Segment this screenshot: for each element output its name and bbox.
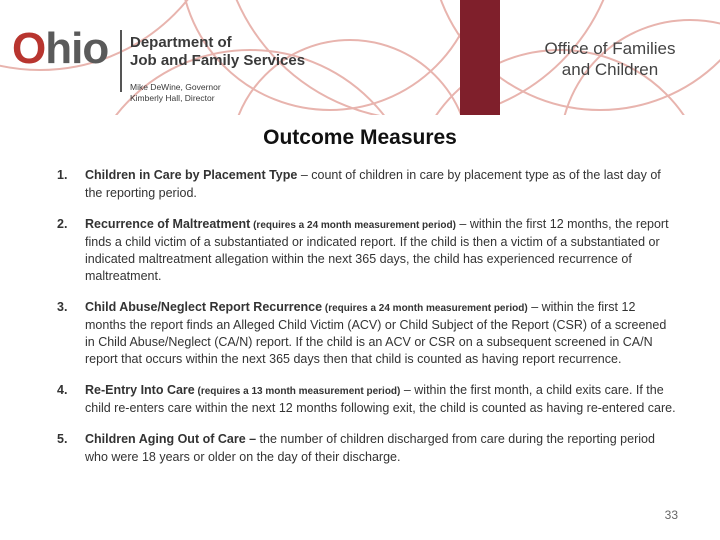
- item-note: (requires a 24 month measurement period): [250, 220, 456, 231]
- item-text: the number of children discharged from care during the reporting period who were 18 years or older on the day of their discharge.: [85, 432, 655, 464]
- red-band: [460, 0, 500, 115]
- item-heading: Children Aging Out of Care –: [85, 432, 257, 446]
- governor-line: Mike DeWine, Governor: [130, 82, 221, 92]
- list-item: [57, 299, 677, 368]
- item-text: – within the first month, a child exits care. If the child re-enters care within the next 12 months following exit, the child is counted as having re-entered care.: [85, 383, 676, 415]
- item-heading: Children in Care by Placement Type: [85, 168, 298, 182]
- office-name: Office of Families and Children: [544, 39, 676, 79]
- item-note: (requires a 24 month measurement period): [322, 303, 528, 314]
- officials: [130, 82, 221, 104]
- list-item: [57, 382, 677, 417]
- item-number: 2.: [57, 217, 68, 231]
- measures-list: [57, 167, 677, 480]
- item-text: – within the first 12 months, the report finds a child victim of a substantiated or indicated report. If the child is then a victim of a substantiated or indicated maltreatment allegation within the next 365 days, the child has experienced recurrence of maltreatment.: [85, 217, 669, 283]
- item-note: (requires a 13 month measurement period): [194, 386, 401, 397]
- item-number: 1.: [57, 168, 68, 182]
- list-item: [57, 167, 677, 202]
- list-item: [57, 216, 677, 285]
- item-number: 4.: [57, 383, 68, 397]
- item-number: 5.: [57, 432, 68, 446]
- list-item: [57, 431, 677, 466]
- ohio-logo: Ohio: [12, 24, 109, 73]
- item-text: – within the first 12 months the report finds an Alleged Child Victim (ACV) or Child Subject of the Report (CSR) of a screened in Child Abuse/Neglect (CA/N) report. If the child is an ACV or CSR on a subsequent screened in CA/N report that occurs within the next 365 days then that child is counted as having report recurrence.: [85, 300, 667, 366]
- department-name: Department of Job and Family Services: [130, 34, 306, 69]
- item-number: 3.: [57, 300, 68, 314]
- page-number: 33: [664, 508, 678, 522]
- item-text: – count of children in care by placement type as of the last day of the reporting period.: [85, 168, 661, 200]
- logo-divider: [120, 30, 122, 92]
- item-heading: Child Abuse/Neglect Report Recurrence: [85, 300, 323, 314]
- director-line: Kimberly Hall, Director: [130, 93, 215, 103]
- header-banner: [0, 0, 720, 115]
- item-heading: Re-Entry Into Care: [85, 383, 195, 397]
- item-heading: Recurrence of Maltreatment: [85, 217, 251, 231]
- page-title: Outcome Measures: [263, 126, 457, 149]
